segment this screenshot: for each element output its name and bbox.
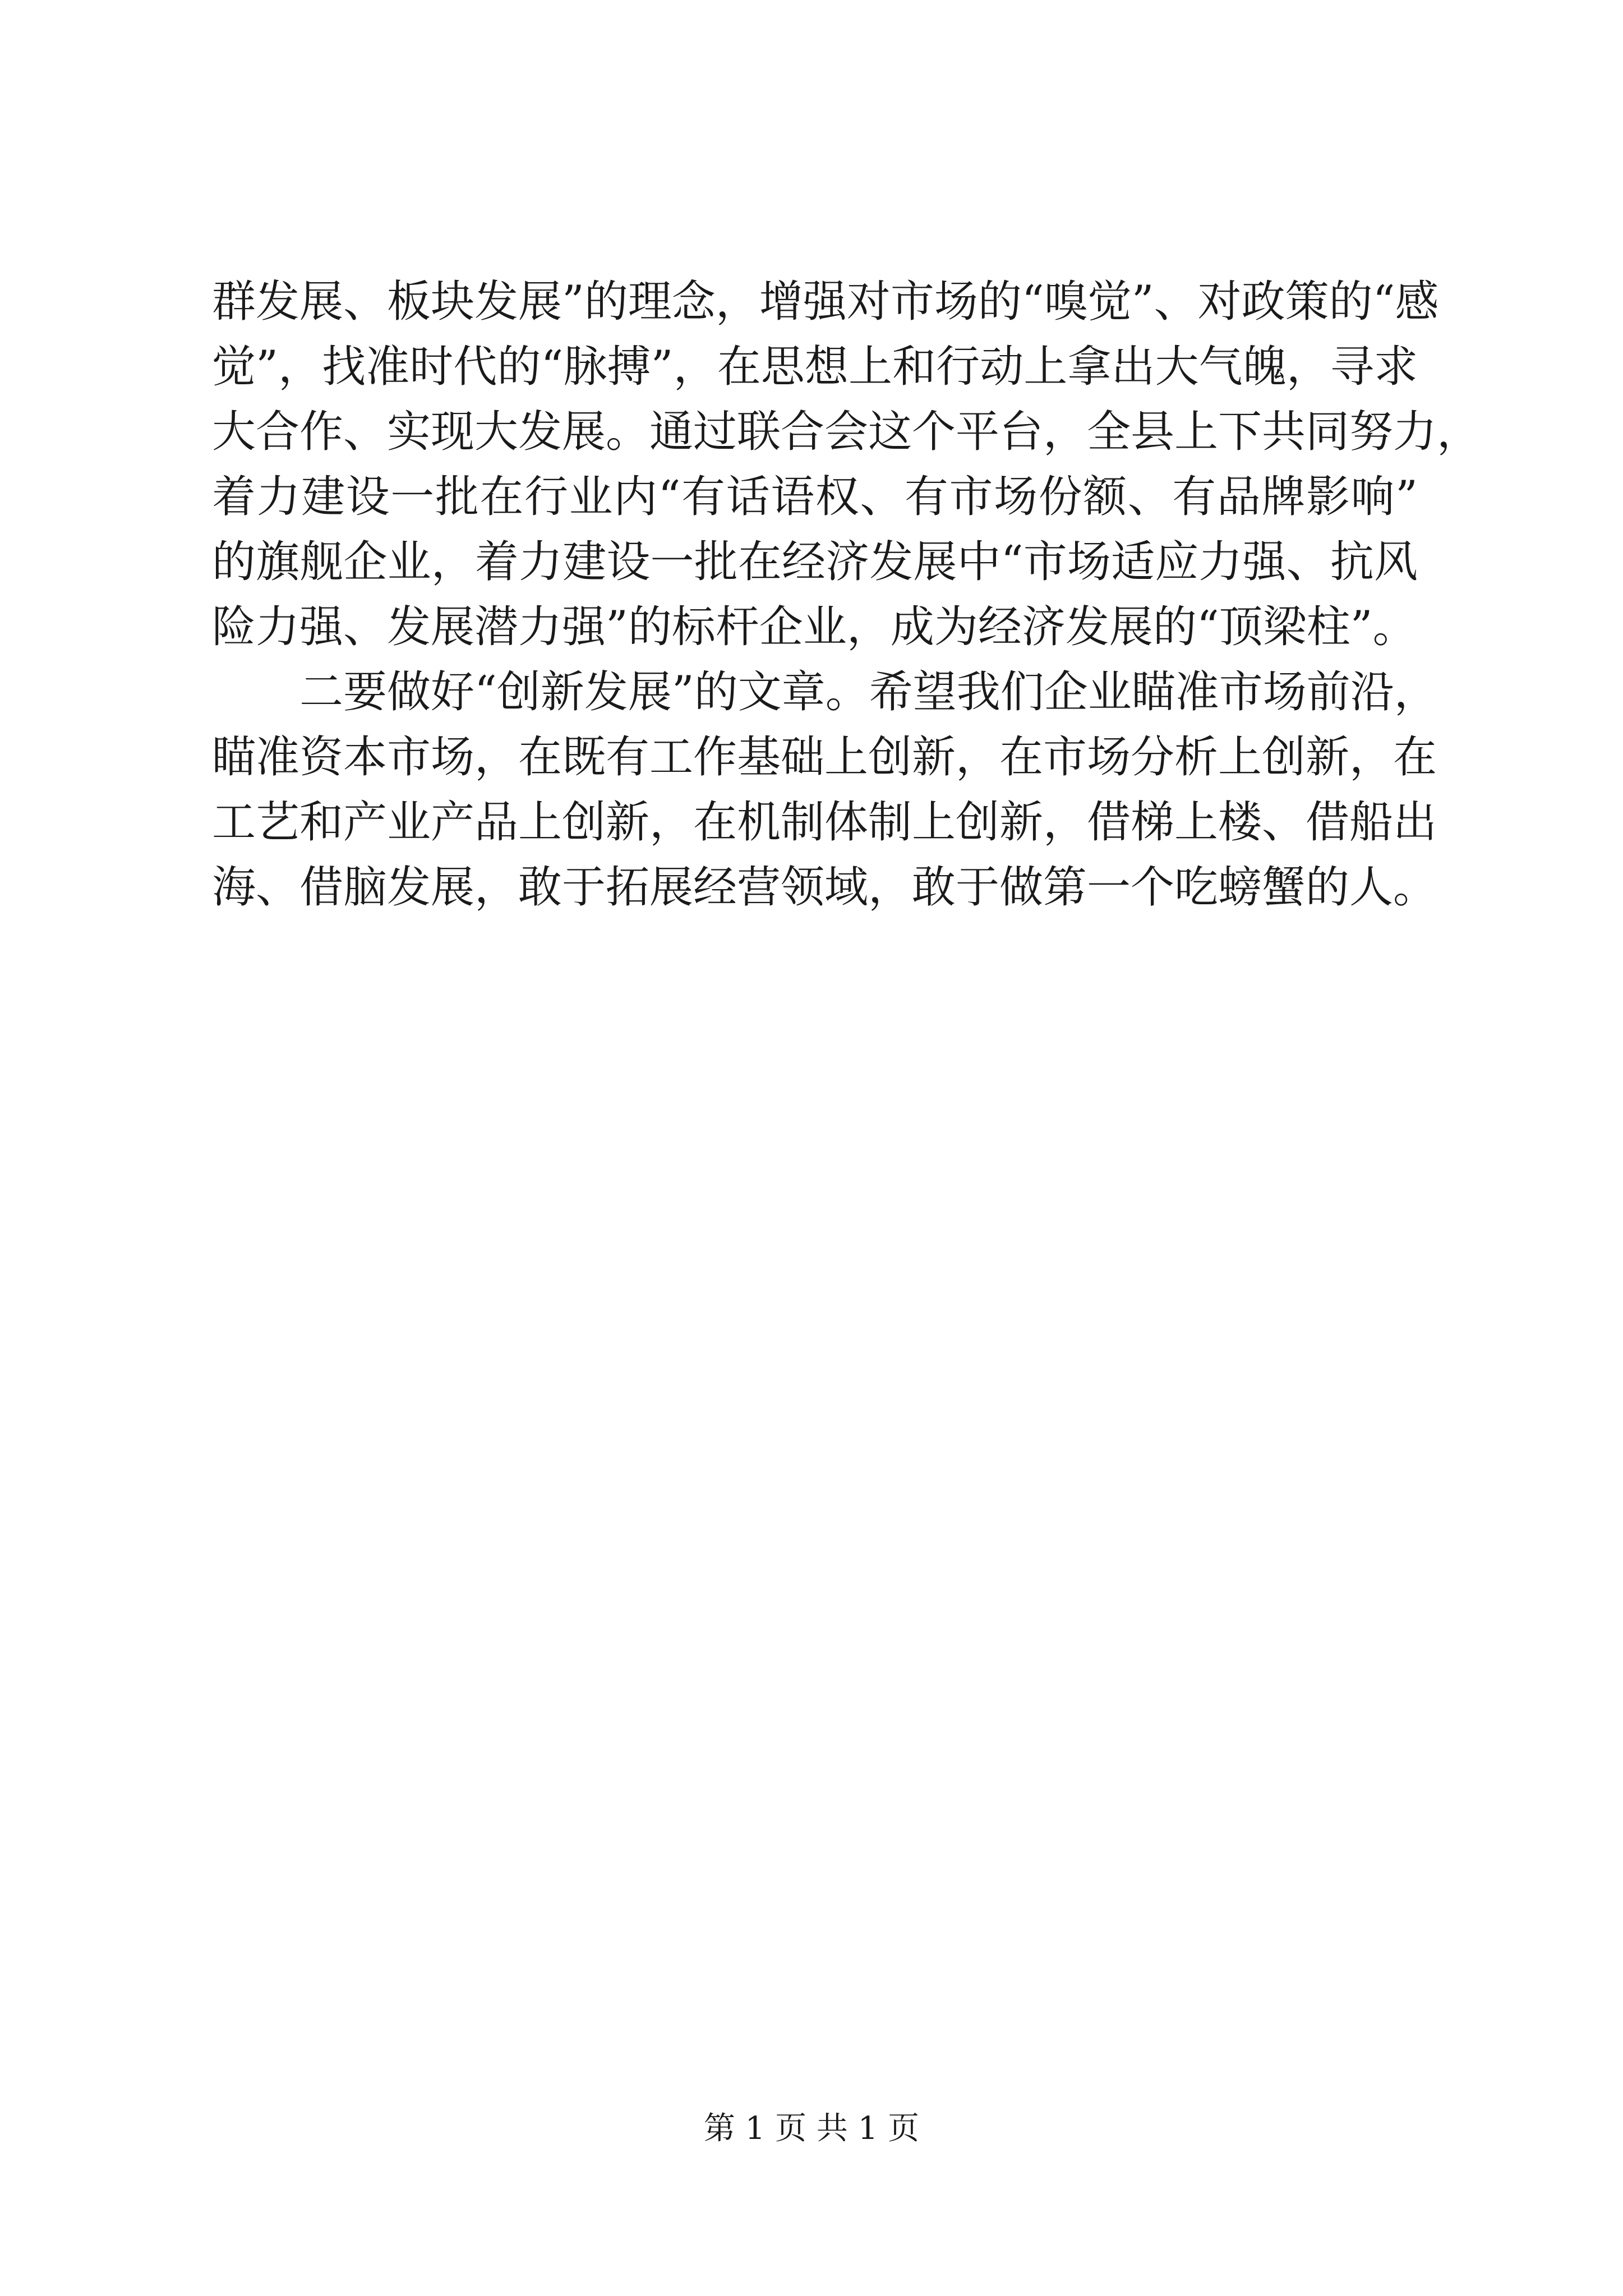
paragraph-1 [212, 269, 1481, 660]
text-line: 海、借脑发展，敢于拓展经营领域，敢于做第一个吃螃蟹的人。 [212, 862, 1437, 913]
text-line: 群发展、板块发展”的理念，增强对市场的“嗅觉”、对政策的“感 [212, 277, 1439, 327]
text-line: 大合作、实现大发展。通过联合会这个平台，全县上下共同努力， [212, 407, 1481, 457]
page-number-footer: 第 1 页 共 1 页 [703, 2110, 920, 2147]
text-line: 着力建设一批在行业内“有话语权、有市场份额、有品牌影响” [212, 472, 1418, 522]
text-line: 二要做好“创新发展”的文章。希望我们企业瞄准市场前沿， [299, 667, 1438, 717]
text-line: 的旗舰企业，着力建设一批在经济发展中“市场适应力强、抗风 [212, 537, 1418, 587]
document-body [212, 269, 1481, 920]
text-line: 觉”，找准时代的“脉搏”，在思想上和行动上拿出大气魄，寻求 [212, 342, 1418, 392]
text-line: 工艺和产业产品上创新，在机制体制上创新，借梯上楼、借船出 [212, 797, 1437, 848]
text-line: 险力强、发展潜力强”的标杆企业，成为经济发展的“顶梁柱”。 [212, 602, 1417, 652]
paragraph-2 [212, 660, 1438, 920]
text-line: 瞄准资本市场，在既有工作基础上创新，在市场分析上创新，在 [212, 732, 1437, 783]
